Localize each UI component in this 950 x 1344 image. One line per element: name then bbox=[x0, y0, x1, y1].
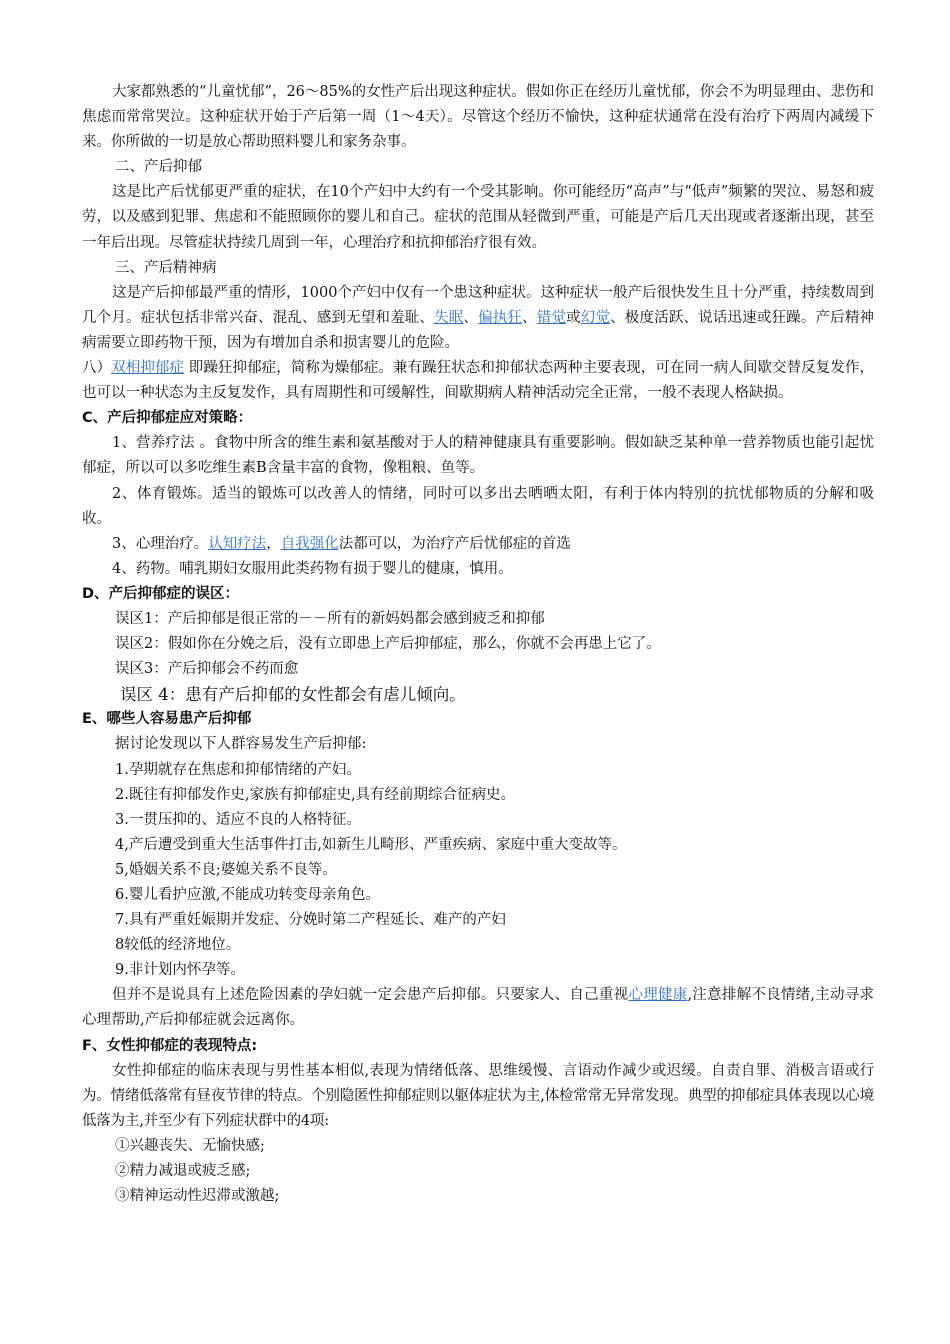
psychosis-text-b: 、极度活跃、说话迅速或狂躁。产后精神病需要立即药物干预，因为有增加自杀和损害婴儿的危险。 bbox=[82, 309, 875, 351]
risk-groups-closing bbox=[82, 983, 874, 1033]
postpartum-psychosis-paragraph bbox=[82, 281, 874, 356]
closing-text-b: ,注意排解不良情绪,主动寻求心理帮助,产后抑郁症就会远离你。 bbox=[82, 987, 875, 1029]
sep: ， bbox=[266, 535, 281, 552]
strategy-exercise: 2、体育锻炼。适当的锻炼可以改善人的情绪，同时可以多出去晒晒太阳，有利于体内特别的抗忧郁物质的分解和吸收。 bbox=[82, 485, 874, 527]
symptom-item: ②精力减退或疲乏感; bbox=[115, 1163, 251, 1180]
risk-item: 2.既往有抑郁发作史,家族有抑郁症史,具有经前期综合征病史。 bbox=[115, 786, 516, 803]
misconception-1: 误区1：产后抑郁是很正常的－－所有的新妈妈都会感到疲乏和抑郁 bbox=[115, 610, 545, 627]
link-hallucination[interactable]: 幻觉 bbox=[580, 309, 611, 326]
bipolar-text: 即躁狂抑郁症，简称为燥郁症。兼有躁狂状态和抑郁状态两种主要表现，可在同一病人间歇交替反复发作，也可以一种状态为主反复发作，具有周期性和可缓解性，间歇期病人精神活动完全正常，一般不表现人格缺损。 bbox=[82, 360, 875, 402]
document-page bbox=[82, 80, 874, 1209]
psychotherapy-label: 3、心理治疗。 bbox=[112, 535, 209, 552]
misconception-3: 误区3：产后抑郁会不药而愈 bbox=[115, 661, 299, 678]
link-paranoia[interactable]: 偏执狂 bbox=[478, 309, 523, 326]
heading-misconceptions: D、产后抑郁症的误区： bbox=[82, 585, 240, 602]
risk-item: 3.一贯压抑的、适应不良的人格特征。 bbox=[115, 811, 361, 828]
risk-item: 6.婴儿看护应激,不能成功转变母亲角色。 bbox=[115, 887, 380, 903]
section-title-postpartum-psychosis: 三、产后精神病 bbox=[115, 259, 217, 276]
sep: 、 bbox=[463, 309, 479, 326]
symptom-item: ①兴趣丧失、无愉快感; bbox=[115, 1137, 265, 1154]
bipolar-paragraph bbox=[82, 356, 874, 406]
risk-groups-lead: 据讨论发现以下人群容易发生产后抑郁: bbox=[115, 736, 367, 753]
heading-female-depression: F、女性抑郁症的表现特点: bbox=[82, 1037, 258, 1054]
strategy-medication: 4、药物。哺乳期妇女服用此类药物有损于婴儿的健康，慎用。 bbox=[112, 560, 513, 577]
link-bipolar[interactable]: 双相抑郁症 bbox=[111, 360, 185, 377]
link-self-reinforcement[interactable]: 自我强化 bbox=[280, 535, 339, 552]
sep: 、 bbox=[522, 309, 537, 326]
link-mental-health[interactable]: 心理健康 bbox=[628, 987, 688, 1004]
link-cognitive-therapy[interactable]: 认知疗法 bbox=[208, 535, 267, 552]
female-depression-paragraph: 女性抑郁症的临床表现与男性基本相似,表现为情绪低落、思维缓慢、言语动作减少或迟缓。自责自罪、消极言语或行为。情绪低落常有昼夜节律的特点。个别隐匿性抑郁症则以躯体症状为主,体检常常无异常发现。典型的抑郁症具体表现以心境低落为主,并至少有下列症状群中的4项: bbox=[82, 1062, 874, 1129]
risk-item: 8较低的经济地位。 bbox=[115, 937, 241, 954]
link-insomnia[interactable]: 失眠 bbox=[434, 309, 464, 326]
heading-risk-groups: E、哪些人容易患产后抑郁 bbox=[82, 711, 252, 728]
misconception-2: 误区2：假如你在分娩之后，没有立即患上产后抑郁症，那么，你就不会再患上它了。 bbox=[115, 636, 661, 653]
misconception-4: 误区 4：患有产后抑郁的女性都会有虐儿倾向。 bbox=[120, 685, 466, 705]
risk-item: 7.具有严重妊娠期并发症、分娩时第二产程延长、难产的产妇 bbox=[115, 912, 506, 929]
risk-item: 4,产后遭受到重大生活事件打击,如新生儿畸形、严重疾病、家庭中重大变故等。 bbox=[115, 836, 627, 853]
psychotherapy-text: 法都可以，为治疗产后忧郁症的首选 bbox=[338, 535, 571, 552]
postpartum-depression-paragraph: 这是比产后忧郁更严重的症状，在10个产妇中大约有一个受其影响。你可能经历“高声”与“低声”频繁的哭泣、易怒和疲劳，以及感到犯罪、焦虑和不能照顾你的婴儿和自己。症状的范围从轻微到严重，可能是产后几天出现或者逐渐出现，甚至一年后出现。尽管症状持续几周到一年，心理治疗和抗抑郁治疗很有效。 bbox=[82, 184, 874, 251]
link-illusion[interactable]: 错觉 bbox=[536, 309, 567, 326]
risk-item: 1.孕期就存在焦虑和抑郁情绪的产妇。 bbox=[115, 761, 361, 778]
strategy-psychotherapy bbox=[82, 532, 874, 557]
section-title-postpartum-depression: 二、产后抑郁 bbox=[115, 159, 202, 176]
intro-paragraph: 大家都熟悉的“儿童忧郁”，26～85%的女性产后出现这种症状。假如你正在经历儿童忧郁，你会不为明显理由、悲伤和焦虑而常常哭泣。这种症状开始于产后第一周（1～4天）。尽管这个经历不愉快，这种症状通常在没有治疗下两周内减缓下来。你所做的一切是放心帮助照料婴儿和家务杂事。 bbox=[82, 84, 874, 151]
risk-item: 5,婚姻关系不良;婆媳关系不良等。 bbox=[115, 861, 337, 878]
heading-coping-strategies: C、产后抑郁症应对策略： bbox=[82, 410, 253, 427]
risk-item: 9.非计划内怀孕等。 bbox=[115, 962, 245, 979]
strategy-nutrition: 1、营养疗法 。食物中所含的维生素和氨基酸对于人的精神健康具有重要影响。假如缺乏某种单一营养物质也能引起忧郁症，所以可以多吃维生素B含量丰富的食物，像粗粮、鱼等。 bbox=[82, 435, 874, 477]
symptom-item: ③精神运动性迟滞或激越; bbox=[115, 1188, 280, 1205]
psychosis-text-a: 这是产后抑郁最严重的情形，1000个产妇中仅有一个患这种症状。这种症状一般产后很快发生且十分严重，持续数周到几个月。症状包括非常兴奋、混乱、感到无望和羞耻、 bbox=[82, 284, 874, 326]
closing-text-a: 但并不是说具有上述危险因素的孕妇就一定会患产后抑郁。只要家人、自己重视 bbox=[112, 987, 629, 1004]
bipolar-prefix: 八） bbox=[82, 360, 112, 377]
sep: 或 bbox=[566, 309, 581, 326]
